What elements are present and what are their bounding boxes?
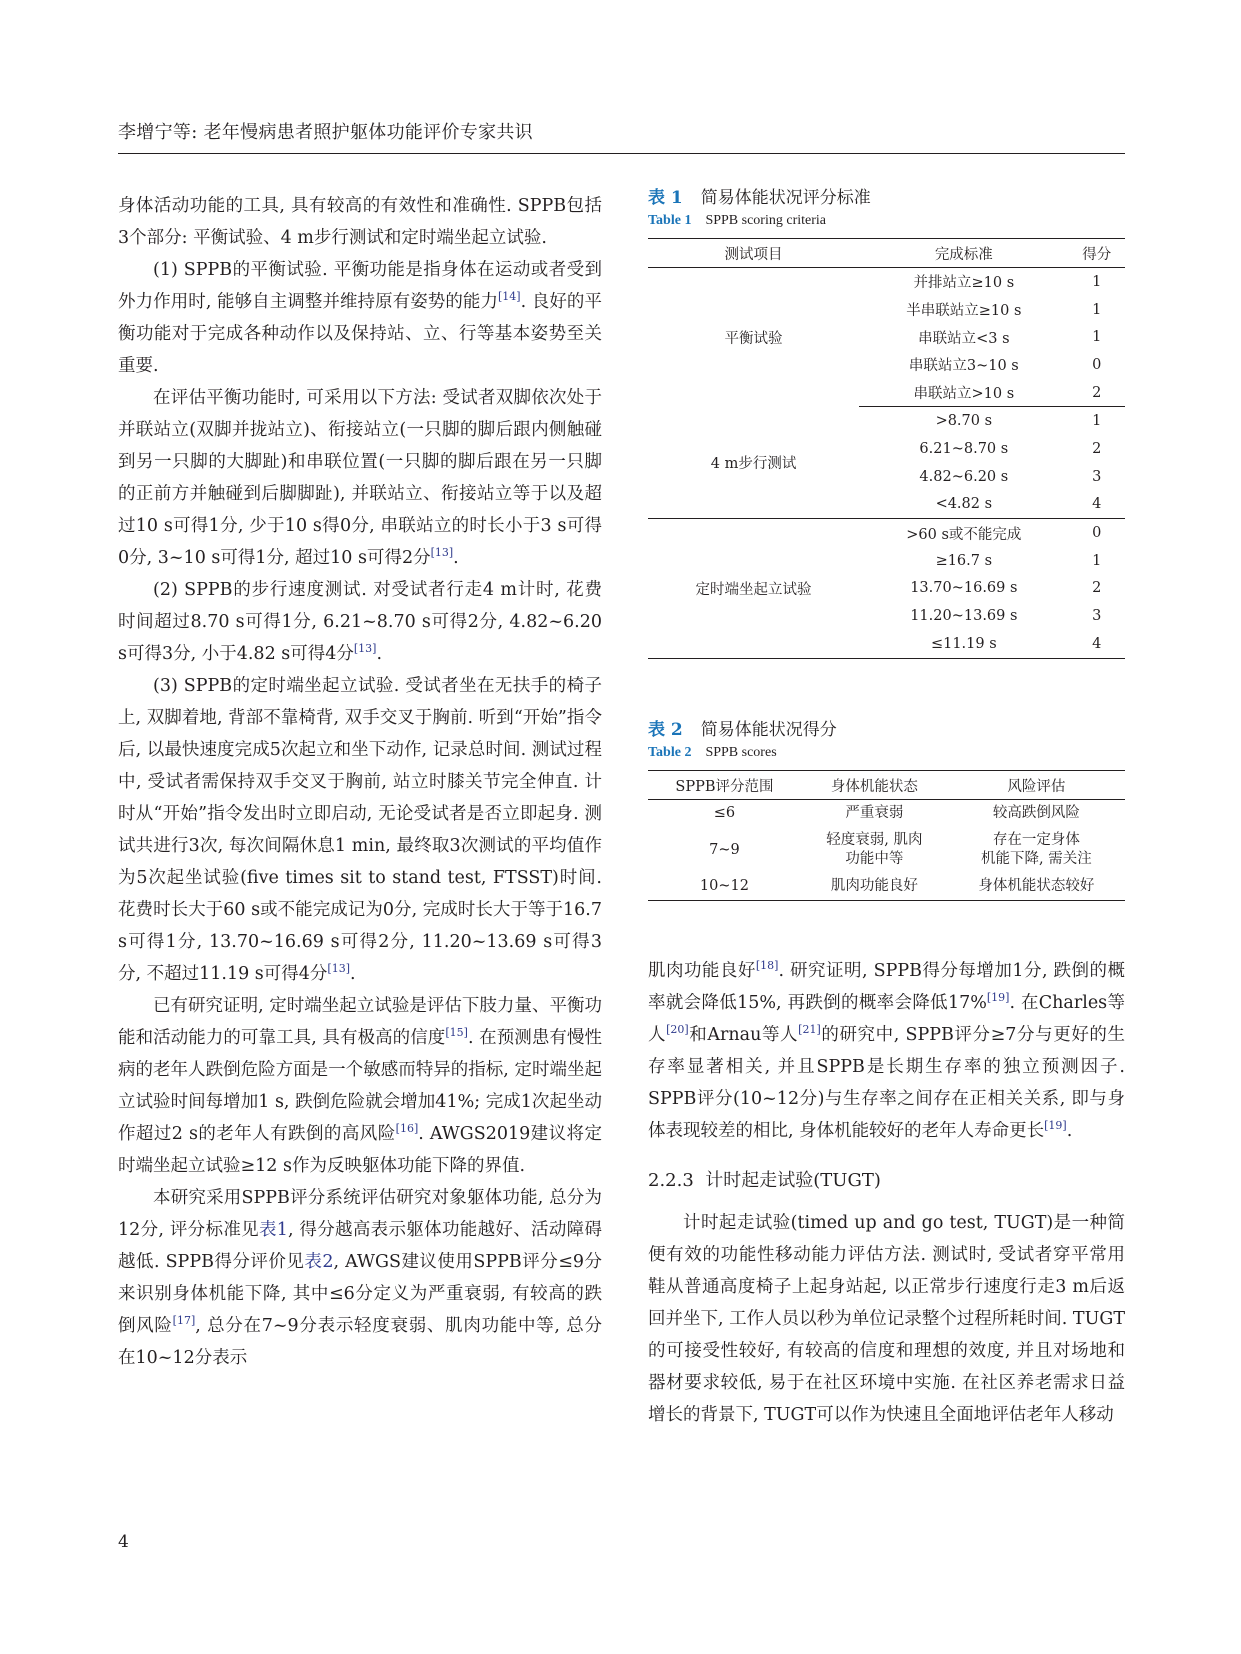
table-row: ≤11.19 s 4 [648,630,1125,658]
table-header: SPPB评分范围 [675,778,774,795]
table-row: 10~12 肌肉功能良好 身体机能状态较好 [648,873,1125,901]
citation-link[interactable]: [19] [986,991,1010,1005]
paragraph: (2) SPPB的步行速度测试. 对受试者行走4 m计时, 花费时间超过8.70 s可得1分, 6.21~8.70 s可得2分, 4.82~6.20 s可得3分, 小于4.82 s可得4分[13]. [118,580,602,664]
header-rule [118,153,1125,154]
table1-caption-zh: 表 1 简易体能状况评分标准 [648,188,871,208]
table-row: 串联站立3~10 s 0 [908,356,1102,375]
table-row: 4.82~6.20 s 3 [919,468,1102,485]
paragraph: 肌肉功能良好[18]. 研究证明, SPPB得分每增加1分, 跌倒的概率就会降低15%, 再跌倒的概率会降低17%[19]. 在Charles等人[20]和Arnau等人[21]的研究中, SPPB评分≥7分与更好的生存率显著相关, 并且SPPB是长期生存率的独立预测因子. SPPB评分(10~12分)与生存率之间存在正相关关系, 即与身体表现较差的相比, 身体机能较好的老年人寿命更长[19]. [648,959,1126,1141]
table-row: 串联站立<3 s 1 [918,329,1102,347]
table-header: 完成标准 [934,246,993,263]
group-name: 定时端坐起立试验 [648,519,859,658]
table-row: 7~9 轻度衰弱, 肌肉 功能中等 存在一定身体 机能下降, 需关注 [709,832,1092,867]
citation-link[interactable]: [18] [755,959,779,973]
citation-link[interactable]: [16] [395,1122,419,1136]
table-row: 定时端坐起立试验 >60 s或不能完成 0 [648,519,1125,547]
citation-link[interactable]: [13] [327,962,350,976]
table2 [648,718,1125,901]
left-column [118,190,602,1374]
table-header: 风险评估 [1007,778,1066,795]
paragraph: 在评估平衡功能时, 可采用以下方法: 受试者双脚依次处于并联站立(双脚并拢站立)、衔接站立(一只脚的脚后跟内侧触碰到另一只脚的大脚趾)和串联位置(一只脚的脚后跟在另一只脚的正前方并触碰到后脚脚趾), 并联站立、衔接站立等于以及超过10 s可得1分, 少于10 s得0分, 串联站立的时长小于3 s可得0分, 3~10 s可得1分, 超过10 s可得2分[13]. [118,388,602,568]
paragraph: 计时起走试验(timed up and go test, TUGT)是一种简便有效的功能性移动能力评估方法. 测试时, 受试者穿平常用鞋从普通高度椅子上起身站起, 以正常步行速度行走3 m后返回并坐下, 工作人员以秒为单位记录整个过程所耗时间. TUGT的可接受性较好, 有较高的信度和理想的效度, 并且对场地和器材要求较低, 易于在社区环境中实施. 在社区养老需求日益增长的背景下, TUGT可以作为快速且全面地评估老年人移动 [648,1213,1125,1425]
table-header: 身体机能状态 [830,778,918,795]
right-column [648,955,1125,1431]
table-row: 13.70~16.69 s 2 [910,580,1102,597]
section-heading: 2.2.3 计时起走试验(TUGT) [648,1170,881,1191]
table-row: ≥16.7 s 1 [935,552,1102,569]
page-number: 4 [118,1532,129,1552]
table-row: 6.21~8.70 s 2 [919,440,1102,457]
table1-grid [648,238,1125,659]
citation-link[interactable]: [20] [666,1023,689,1037]
table1-caption-en: Table 1 SPPB scoring criteria [648,213,826,228]
table1-link[interactable]: 表1 [258,1220,288,1240]
group-name: 平衡试验 [724,330,783,347]
citation-link[interactable]: [14] [498,290,521,304]
table-row: ≤6 严重衰弱 较高跌倒风险 [713,805,1080,821]
paragraph: (1) SPPB的平衡试验. 平衡功能是指身体在运动或者受到外力作用时, 能够自主调整并维持原有姿势的能力[14]. 良好的平衡功能对于完成各种动作以及保持站、立、行等基本姿势至关重要. [118,260,602,376]
paragraph: (3) SPPB的定时端坐起立试验. 受试者坐在无扶手的椅子上, 双脚着地, 背部不靠椅背, 双手交叉于胸前. 听到“开始”指令后, 以最快速度完成5次起立和坐下动作, 记录总时间. 测试过程中, 受试者需保持双手交叉于胸前, 站立时膝关节完全伸直. 计时从“开始”指令发出时立即启动, 无论受试者是否立即起身. 测试共进行3次, 每次间隔休息1 min, 最终取3次测试的平均值作为5次起坐试验(five times sit to stand test, FTSST)时间. 花费时长大于60 s或不能完成记为0分, 完成时长大于等于16.7 s可得1分, 13.70~16.69 s可得2分, 11.20~13.69 s可得3分, 不超过11.19 s可得4分[13]. [118,676,602,984]
table2-grid [648,770,1125,901]
paragraph: 已有研究证明, 定时端坐起立试验是评估下肢力量、平衡功能和活动能力的可靠工具, 具有极高的信度[15]. 在预测患有慢性病的老年人跌倒危险方面是一个敏感而特异的指标, 定时端坐起立试验时间每增加1 s, 跌倒危险就会增加41%; 完成1次起坐动作超过2 s的老年人有跌倒的高风险[16]. AWGS2019建议将定时端坐起立试验≥12 s作为反映躯体功能下降的界值. [118,996,603,1176]
citation-link[interactable]: [13] [430,546,454,560]
group-name: 4 m步行测试 [648,407,859,519]
table2-caption-en: Table 2 SPPB scores [648,745,777,760]
table-row: 4 m步行测试 >8.70 s 1 [648,407,1125,435]
table-row: 11.20~13.69 s 3 [910,608,1102,625]
table-row: 平衡试验 并排站立≥10 s 1 [648,268,1125,296]
citation-link[interactable]: [17] [172,1314,196,1328]
table2-link[interactable]: 表2 [304,1252,334,1272]
table-row: <4.82 s 4 [648,491,1125,519]
citation-link[interactable]: [15] [445,1026,468,1040]
table-row: 串联站立>10 s 2 [648,379,1125,407]
paragraph: 本研究采用SPPB评分系统评估研究对象躯体功能, 总分为12分, 评分标准见表1, 得分越高表示躯体功能越好、活动障碍越低. SPPB得分评价见表2, AWGS建议使用SPPB评分≤9分来识别身体机能下降, 其中≤6分定义为严重衰弱, 有较高的跌倒风险[17], 总分在7~9分表示轻度衰弱、肌肉功能中等, 总分在10~12分表示 [118,1188,603,1368]
table-header: 测试项目 [724,246,783,263]
citation-link[interactable]: [19] [1044,1119,1067,1133]
table-header: 得分 [1082,246,1112,263]
paragraph: 身体活动功能的工具, 具有较高的有效性和准确性. SPPB包括3个部分: 平衡试验、4 m步行测试和定时端坐起立试验. [118,196,602,248]
citation-link[interactable]: [13] [353,642,377,656]
table2-caption-zh: 表 2 简易体能状况得分 [648,720,837,740]
running-head: 李增宁等: 老年慢病患者照护躯体功能评价专家共识 [118,122,533,143]
citation-link[interactable]: [21] [798,1023,821,1037]
table1 [648,186,1125,659]
table-row: 半串联站立≥10 s 1 [906,301,1102,320]
